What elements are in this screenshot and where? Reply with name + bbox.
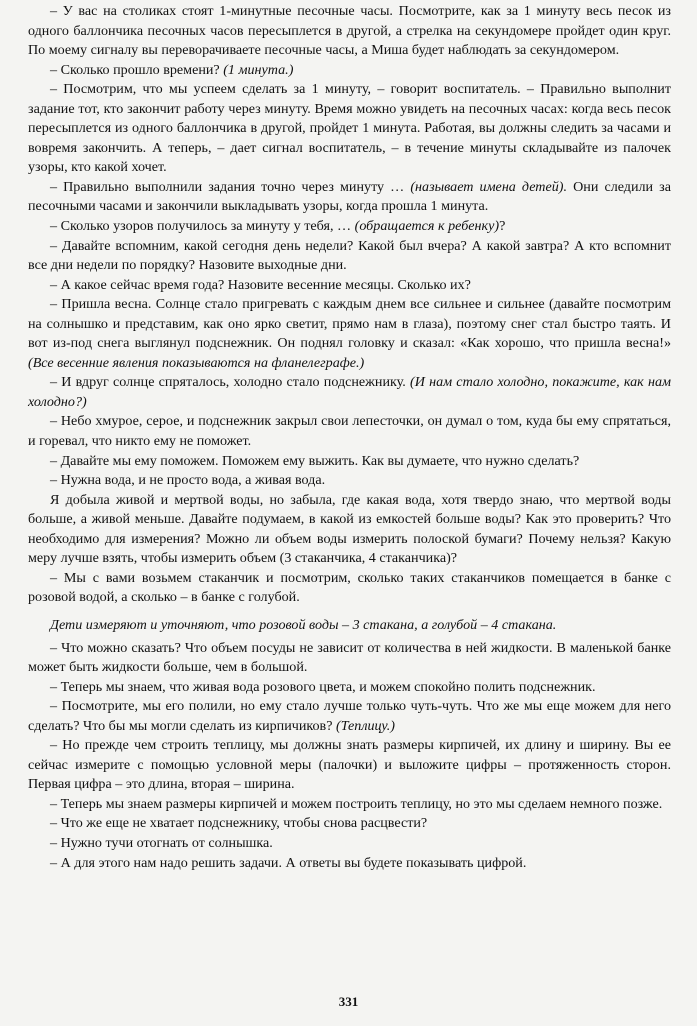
text-run: – А для этого нам надо решить задачи. А ответы вы будете показывать цифрой.	[50, 854, 527, 871]
text-run: – Что можно сказать? Что объем посуды не зависит от количества в ней жидкости. В маленькой банке может быть жидкости больше, чем в большой.	[28, 639, 671, 676]
text-run: – Посмотрим, что мы успеем сделать за 1 минуту, – говорит воспитатель. – Правильно выполнит задание тот, кто закончит работу через минуту. Время можно увидеть на песочных часах: когда весь песок пересыплется из одного баллончика в другой, пройдет 1 минута. Работая, вы должны следить за часами и вовремя закончить. А теперь, – дает сигнал воспитатель, – в течение минуты складывайте из палочек узоры, кто какой хочет.	[28, 81, 671, 176]
text-run: Я добыла живой и мертвой воды, но забыла, где какая вода, хотя твердо знаю, что мертвой воды больше, а живой меньше. Давайте подумаем, в какой из емкостей больше воды? Как это проверить? Что необходимо для измерения? Можно ли объем воды измерить полоской бумаги? Почему нельзя? Какую меру лучше взять, чтобы измерить объем (3 стаканчика, 4 стаканчика)?	[28, 491, 671, 567]
paragraph	[28, 854, 671, 874]
paragraph	[28, 736, 671, 795]
paragraph	[28, 678, 671, 698]
paragraph	[28, 2, 671, 61]
text-run: – Давайте мы ему поможем. Поможем ему выжить. Как вы думаете, что нужно сделать?	[50, 452, 580, 469]
text-run: – Посмотрите, мы его полили, но ему стало лучше только чуть-чуть. Что же мы еще можем для него сделать? Что бы мы могли сделать из кирпичиков?	[28, 698, 671, 734]
paragraph	[28, 834, 671, 854]
text-run: ?	[499, 218, 506, 235]
paragraph	[28, 452, 671, 472]
text-run: – Теперь мы знаем размеры кирпичей и можем построить теплицу, но это мы сделаем немного позже.	[50, 795, 663, 812]
paragraph	[28, 616, 671, 636]
text-run: – Правильно выполнили задания точно через минуту …	[50, 178, 411, 195]
text-run: – Теперь мы знаем, что живая вода розового цвета, и можем спокойно полить подснежник.	[50, 678, 596, 695]
text-run: – Нужна вода, и не просто вода, а живая вода.	[50, 472, 326, 489]
italic-remark: (обращается к ребенку)	[354, 218, 500, 235]
italic-remark: (называет имена детей).	[410, 178, 568, 195]
text-run: – Нужно тучи отогнать от солнышка.	[50, 834, 273, 851]
paragraph	[28, 373, 671, 412]
text-run: – Но прежде чем строить теплицу, мы должны знать размеры кирпичей, их длину и ширину. Вы ее сейчас измерите с помощью условной меры (палочки) и выложите цифры – протяженность сторон. Первая цифра – это длина, вторая – ширина.	[28, 737, 671, 793]
paragraph	[28, 178, 671, 217]
text-run: – А какое сейчас время года? Назовите весенние месяцы. Сколько их?	[50, 276, 471, 293]
paragraph	[28, 795, 671, 815]
text-run: Они следили за песочными часами и закончили выкладывать узоры, когда прошла 1 минута.	[28, 178, 671, 215]
text-run: – Сколько прошло времени?	[50, 61, 224, 78]
text-run: – Что же еще не хватает подснежнику, чтобы снова расцвести?	[50, 815, 428, 832]
paragraph	[28, 80, 671, 178]
paragraph	[28, 639, 671, 678]
page-body-text	[28, 2, 671, 873]
paragraph	[28, 569, 671, 608]
paragraph	[28, 412, 671, 451]
italic-remark: (И нам стало холодно, покажите, как нам холодно?)	[28, 374, 671, 410]
italic-remark: (Все весенние явления показываются на фланелеграфе.)	[28, 354, 365, 371]
paragraph	[28, 61, 671, 81]
italic-remark: Дети измеряют и уточняют, что розовой воды – 3 стакана, а голубой – 4 стакана.	[50, 616, 557, 633]
paragraph	[28, 237, 671, 276]
paragraph	[28, 491, 671, 569]
paragraph	[28, 276, 671, 296]
text-run: – У вас на столиках стоят 1-минутные песочные часы. Посмотрите, как за 1 минуту весь песок из одного баллончика песочных часов пересыплется в другой, а стрелка на секундомере пройдет один круг. По моему сигналу вы переворачиваете песочные часы, а Миша будет наблюдать за секундомером.	[28, 3, 671, 59]
paragraph	[28, 814, 671, 834]
paragraph	[28, 471, 671, 491]
paragraph	[28, 295, 671, 373]
text-run: – Сколько узоров получилось за минуту у тебя, …	[50, 218, 355, 235]
italic-remark: (1 минута.)	[223, 61, 294, 78]
page-number: 331	[338, 994, 359, 1009]
paragraph	[28, 217, 671, 237]
text-run: – Давайте вспомним, какой сегодня день недели? Какой был вчера? А какой завтра? А кто вспомнит все дни недели по порядку? Назовите выходные дни.	[28, 237, 671, 274]
text-run: – Мы с вами возьмем стаканчик и посмотрим, сколько таких стаканчиков помещается в банке с розовой водой, а сколько – в банке с голубой.	[28, 569, 671, 606]
paragraph	[28, 697, 671, 736]
text-run: – Пришла весна. Солнце стало пригревать с каждым днем все сильнее и сильнее (давайте посмотрим на солнышко и представим, как оно ярко светит, прямо нам в глаза), поэтому снег стал быстро таять. И вот из-под снега выглянул подснежник. Он поднял головку и сказал: «Как хорошо, что пришла весна!»	[28, 296, 671, 352]
text-run: – И вдруг солнце спряталось, холодно стало подснежнику.	[50, 374, 411, 391]
italic-remark: (Теплицу.)	[336, 717, 395, 734]
text-run: – Небо хмурое, серое, и подснежник закрыл свои лепесточки, он думал о том, куда бы ему спрятаться, и горевал, что никто ему не поможет.	[28, 413, 671, 450]
